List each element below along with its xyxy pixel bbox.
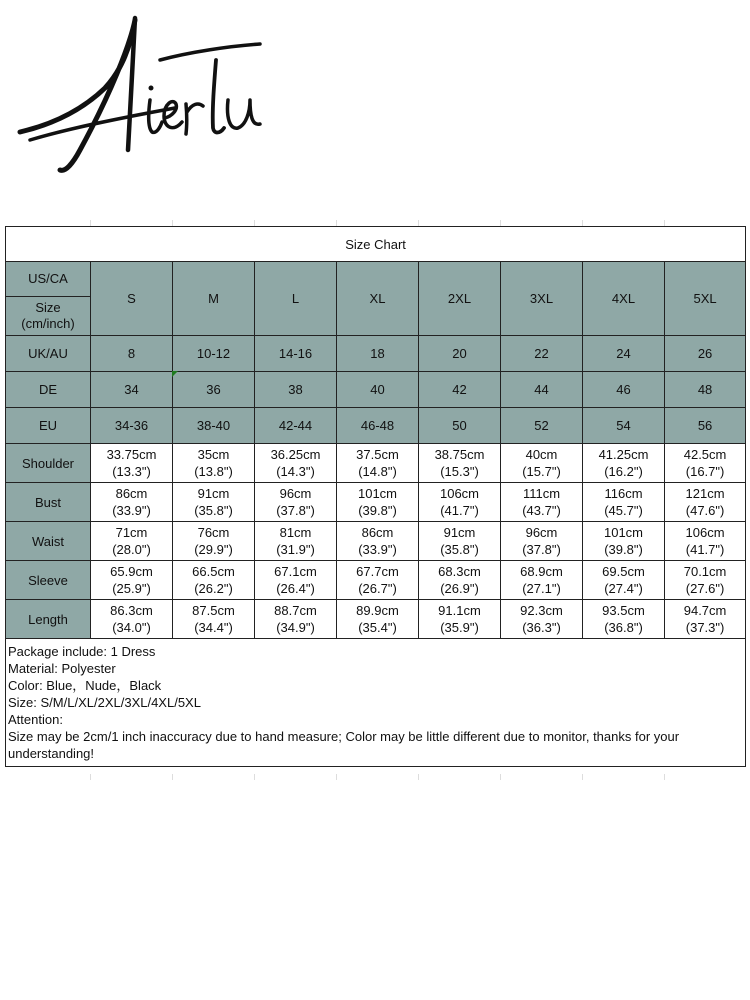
measurement-row-waist xyxy=(6,522,746,561)
inch-value: (37.8") xyxy=(522,542,561,557)
measurement-cell xyxy=(173,522,255,561)
cm-value: 41.25cm xyxy=(598,447,649,462)
cm-value: 38.75cm xyxy=(434,447,485,462)
cm-value: 96cm xyxy=(279,486,312,501)
size-header-cell: M xyxy=(173,262,255,336)
cm-value: 71cm xyxy=(115,525,148,540)
cm-value: 94.7cm xyxy=(683,603,727,618)
measurement-cell xyxy=(173,444,255,483)
inch-value: (26.4") xyxy=(276,581,315,596)
measurement-cell xyxy=(91,483,173,522)
size-info: Size: S/M/L/XL/2XL/3XL/4XL/5XL xyxy=(8,695,201,710)
measurement-cell xyxy=(583,522,665,561)
unit-label: (cm/inch) xyxy=(21,316,75,331)
cm-value: 88.7cm xyxy=(274,603,317,618)
inch-value: (45.7") xyxy=(604,503,643,518)
cm-value: 36.25cm xyxy=(270,447,321,462)
inch-value: (15.3") xyxy=(440,464,479,479)
brand-logo xyxy=(10,0,270,190)
conversion-cell: 18 xyxy=(337,336,419,372)
conversion-cell: 42 xyxy=(419,372,501,408)
conversion-cell: 48 xyxy=(665,372,746,408)
cm-value: 96cm xyxy=(525,525,558,540)
measurement-cell xyxy=(255,561,337,600)
measurement-cell xyxy=(665,600,746,639)
aiertu-signature-icon xyxy=(10,0,270,190)
measurement-cell xyxy=(419,600,501,639)
inch-value: (39.8") xyxy=(604,542,643,557)
row-label: Bust xyxy=(6,483,91,522)
size-header-cell: S xyxy=(91,262,173,336)
measurement-cell xyxy=(501,444,583,483)
row-label: EU xyxy=(6,408,91,444)
cm-value: 86cm xyxy=(115,486,148,501)
inch-value: (16.7") xyxy=(685,464,725,479)
cm-value: 87.5cm xyxy=(192,603,235,618)
inch-value: (35.9") xyxy=(440,620,479,635)
inch-value: (26.9") xyxy=(440,581,479,596)
conversion-cell: 24 xyxy=(583,336,665,372)
inch-value: (34.0") xyxy=(112,620,151,635)
product-info xyxy=(6,639,746,767)
inch-value: (36.3") xyxy=(522,620,561,635)
measurement-cell xyxy=(255,600,337,639)
color-info: Color: Blue，Nude，Black xyxy=(8,678,162,693)
measurement-row-shoulder xyxy=(6,444,746,483)
size-header-cell: 3XL xyxy=(501,262,583,336)
conversion-cell: 10-12 xyxy=(173,336,255,372)
conversion-row-de xyxy=(6,372,746,408)
cm-value: 66.5cm xyxy=(192,564,235,579)
chart-title: Size Chart xyxy=(6,227,746,262)
cm-value: 116cm xyxy=(604,486,643,501)
measurement-cell xyxy=(337,444,419,483)
conversion-cell: 34-36 xyxy=(91,408,173,444)
measurement-cell xyxy=(419,483,501,522)
conversion-value: 36 xyxy=(206,382,221,397)
cm-value: 81cm xyxy=(279,525,312,540)
inch-value: (27.1") xyxy=(522,581,561,596)
conversion-cell: 54 xyxy=(583,408,665,444)
cm-value: 67.1cm xyxy=(274,564,317,579)
measurement-cell xyxy=(501,561,583,600)
cm-value: 92.3cm xyxy=(520,603,563,618)
inch-value: (26.2") xyxy=(194,581,233,596)
inch-value: (37.8") xyxy=(276,503,315,518)
conversion-cell: 38 xyxy=(255,372,337,408)
measurement-row-sleeve xyxy=(6,561,746,600)
row-label: Waist xyxy=(6,522,91,561)
inch-value: (16.2") xyxy=(604,464,643,479)
measurement-cell xyxy=(91,522,173,561)
measurement-cell xyxy=(337,483,419,522)
cm-value: 106cm xyxy=(439,486,480,501)
measurement-cell xyxy=(665,522,746,561)
measurement-cell xyxy=(665,483,746,522)
package-info: Package include: 1 Dress xyxy=(8,644,156,659)
conversion-cell: 40 xyxy=(337,372,419,408)
inch-value: (14.8") xyxy=(358,464,397,479)
cm-value: 111cm xyxy=(522,486,561,501)
size-header-row xyxy=(6,262,746,336)
size-header-cell: L xyxy=(255,262,337,336)
cm-value: 86cm xyxy=(361,525,394,540)
measurement-cell xyxy=(583,600,665,639)
inch-value: (13.3") xyxy=(112,464,151,479)
measurement-cell xyxy=(583,483,665,522)
measurement-cell xyxy=(337,561,419,600)
cm-value: 91cm xyxy=(197,486,230,501)
inch-value: (35.4") xyxy=(358,620,397,635)
measurement-cell xyxy=(173,483,255,522)
row-label: UK/AU xyxy=(6,336,91,372)
measurement-cell xyxy=(419,522,501,561)
conversion-row-uk-au xyxy=(6,336,746,372)
measurement-cell xyxy=(173,561,255,600)
cm-value: 42.5cm xyxy=(683,447,727,462)
inch-value: (34.9") xyxy=(276,620,315,635)
size-chart-container xyxy=(5,226,745,774)
cm-value: 91.1cm xyxy=(438,603,481,618)
cm-value: 35cm xyxy=(197,447,230,462)
size-header-cell: 4XL xyxy=(583,262,665,336)
size-header-cell: XL xyxy=(337,262,419,336)
conversion-cell: 52 xyxy=(501,408,583,444)
inch-value: (33.9") xyxy=(112,503,151,518)
conversion-cell: 42-44 xyxy=(255,408,337,444)
conversion-cell: 26 xyxy=(665,336,746,372)
row-label: DE xyxy=(6,372,91,408)
measurement-cell xyxy=(91,444,173,483)
measurement-row-bust xyxy=(6,483,746,522)
conversion-cell: 20 xyxy=(419,336,501,372)
measurement-cell xyxy=(501,600,583,639)
inch-value: (25.9") xyxy=(112,581,151,596)
inch-value: (31.9") xyxy=(276,542,315,557)
cm-value: 67.7cm xyxy=(356,564,399,579)
conversion-cell: 56 xyxy=(665,408,746,444)
size-chart-table xyxy=(5,226,746,767)
cell-marker-icon xyxy=(172,371,178,377)
conversion-cell: 34 xyxy=(91,372,173,408)
measurement-cell xyxy=(337,522,419,561)
inch-value: (41.7") xyxy=(685,542,725,557)
conversion-cell: 46-48 xyxy=(337,408,419,444)
conversion-row-eu xyxy=(6,408,746,444)
measurement-cell xyxy=(91,600,173,639)
inch-value: (35.8") xyxy=(440,542,479,557)
cm-value: 70.1cm xyxy=(683,564,727,579)
measurement-row-length xyxy=(6,600,746,639)
inch-value: (13.8") xyxy=(194,464,233,479)
cm-value: 86.3cm xyxy=(110,603,153,618)
size-header-cell: 5XL xyxy=(665,262,746,336)
inch-value: (27.6") xyxy=(685,581,725,596)
row-label: Length xyxy=(6,600,91,639)
conversion-cell: 50 xyxy=(419,408,501,444)
cm-value: 33.75cm xyxy=(106,447,157,462)
cm-value: 68.9cm xyxy=(520,564,563,579)
inch-value: (29.9") xyxy=(194,542,233,557)
row-label: Shoulder xyxy=(6,444,91,483)
inch-value: (41.7") xyxy=(440,503,479,518)
cm-value: 101cm xyxy=(357,486,398,501)
size-header-cell: 2XL xyxy=(419,262,501,336)
conversion-cell: 38-40 xyxy=(173,408,255,444)
conversion-cell xyxy=(173,372,255,408)
cm-value: 89.9cm xyxy=(356,603,399,618)
us-ca-label: US/CA xyxy=(6,262,90,297)
cm-value: 76cm xyxy=(197,525,230,540)
measurement-cell xyxy=(501,483,583,522)
inch-value: (27.4") xyxy=(604,581,643,596)
cm-value: 68.3cm xyxy=(438,564,481,579)
cm-value: 40cm xyxy=(525,447,558,462)
inch-value: (28.0") xyxy=(112,542,151,557)
measurement-cell xyxy=(583,444,665,483)
size-header-label xyxy=(6,262,91,336)
measurement-cell xyxy=(255,522,337,561)
measurement-cell xyxy=(665,444,746,483)
inch-value: (37.3") xyxy=(685,620,725,635)
measurement-cell xyxy=(419,561,501,600)
inch-value: (35.8") xyxy=(194,503,233,518)
measurement-cell xyxy=(501,522,583,561)
material-info: Material: Polyester xyxy=(8,661,116,676)
inch-value: (15.7") xyxy=(522,464,561,479)
attention-note: Size may be 2cm/1 inch inaccuracy due to hand measure; Color may be little different due to monitor, thanks for your understanding! xyxy=(8,729,680,761)
measurement-cell xyxy=(255,483,337,522)
conversion-cell: 14-16 xyxy=(255,336,337,372)
inch-value: (26.7") xyxy=(358,581,397,596)
cm-value: 93.5cm xyxy=(602,603,645,618)
cm-value: 101cm xyxy=(603,525,644,540)
inch-value: (34.4") xyxy=(194,620,233,635)
cm-value: 91cm xyxy=(443,525,476,540)
cm-value: 65.9cm xyxy=(110,564,153,579)
inch-value: (33.9") xyxy=(358,542,397,557)
conversion-cell: 8 xyxy=(91,336,173,372)
conversion-cell: 44 xyxy=(501,372,583,408)
inch-value: (36.8") xyxy=(604,620,643,635)
conversion-cell: 22 xyxy=(501,336,583,372)
measurement-cell xyxy=(255,444,337,483)
row-label: Sleeve xyxy=(6,561,91,600)
inch-value: (39.8") xyxy=(358,503,397,518)
measurement-cell xyxy=(91,561,173,600)
cm-value: 121cm xyxy=(685,486,725,501)
measurement-cell xyxy=(583,561,665,600)
attention-label: Attention: xyxy=(8,712,63,727)
inch-value: (47.6") xyxy=(685,503,725,518)
conversion-cell: 46 xyxy=(583,372,665,408)
cm-value: 37.5cm xyxy=(356,447,399,462)
measurement-cell xyxy=(337,600,419,639)
cm-value: 106cm xyxy=(685,525,725,540)
size-label: Size xyxy=(35,300,61,315)
measurement-cell xyxy=(419,444,501,483)
cm-value: 69.5cm xyxy=(602,564,645,579)
measurement-cell xyxy=(173,600,255,639)
measurement-cell xyxy=(665,561,746,600)
inch-value: (14.3") xyxy=(276,464,315,479)
inch-value: (43.7") xyxy=(522,503,561,518)
